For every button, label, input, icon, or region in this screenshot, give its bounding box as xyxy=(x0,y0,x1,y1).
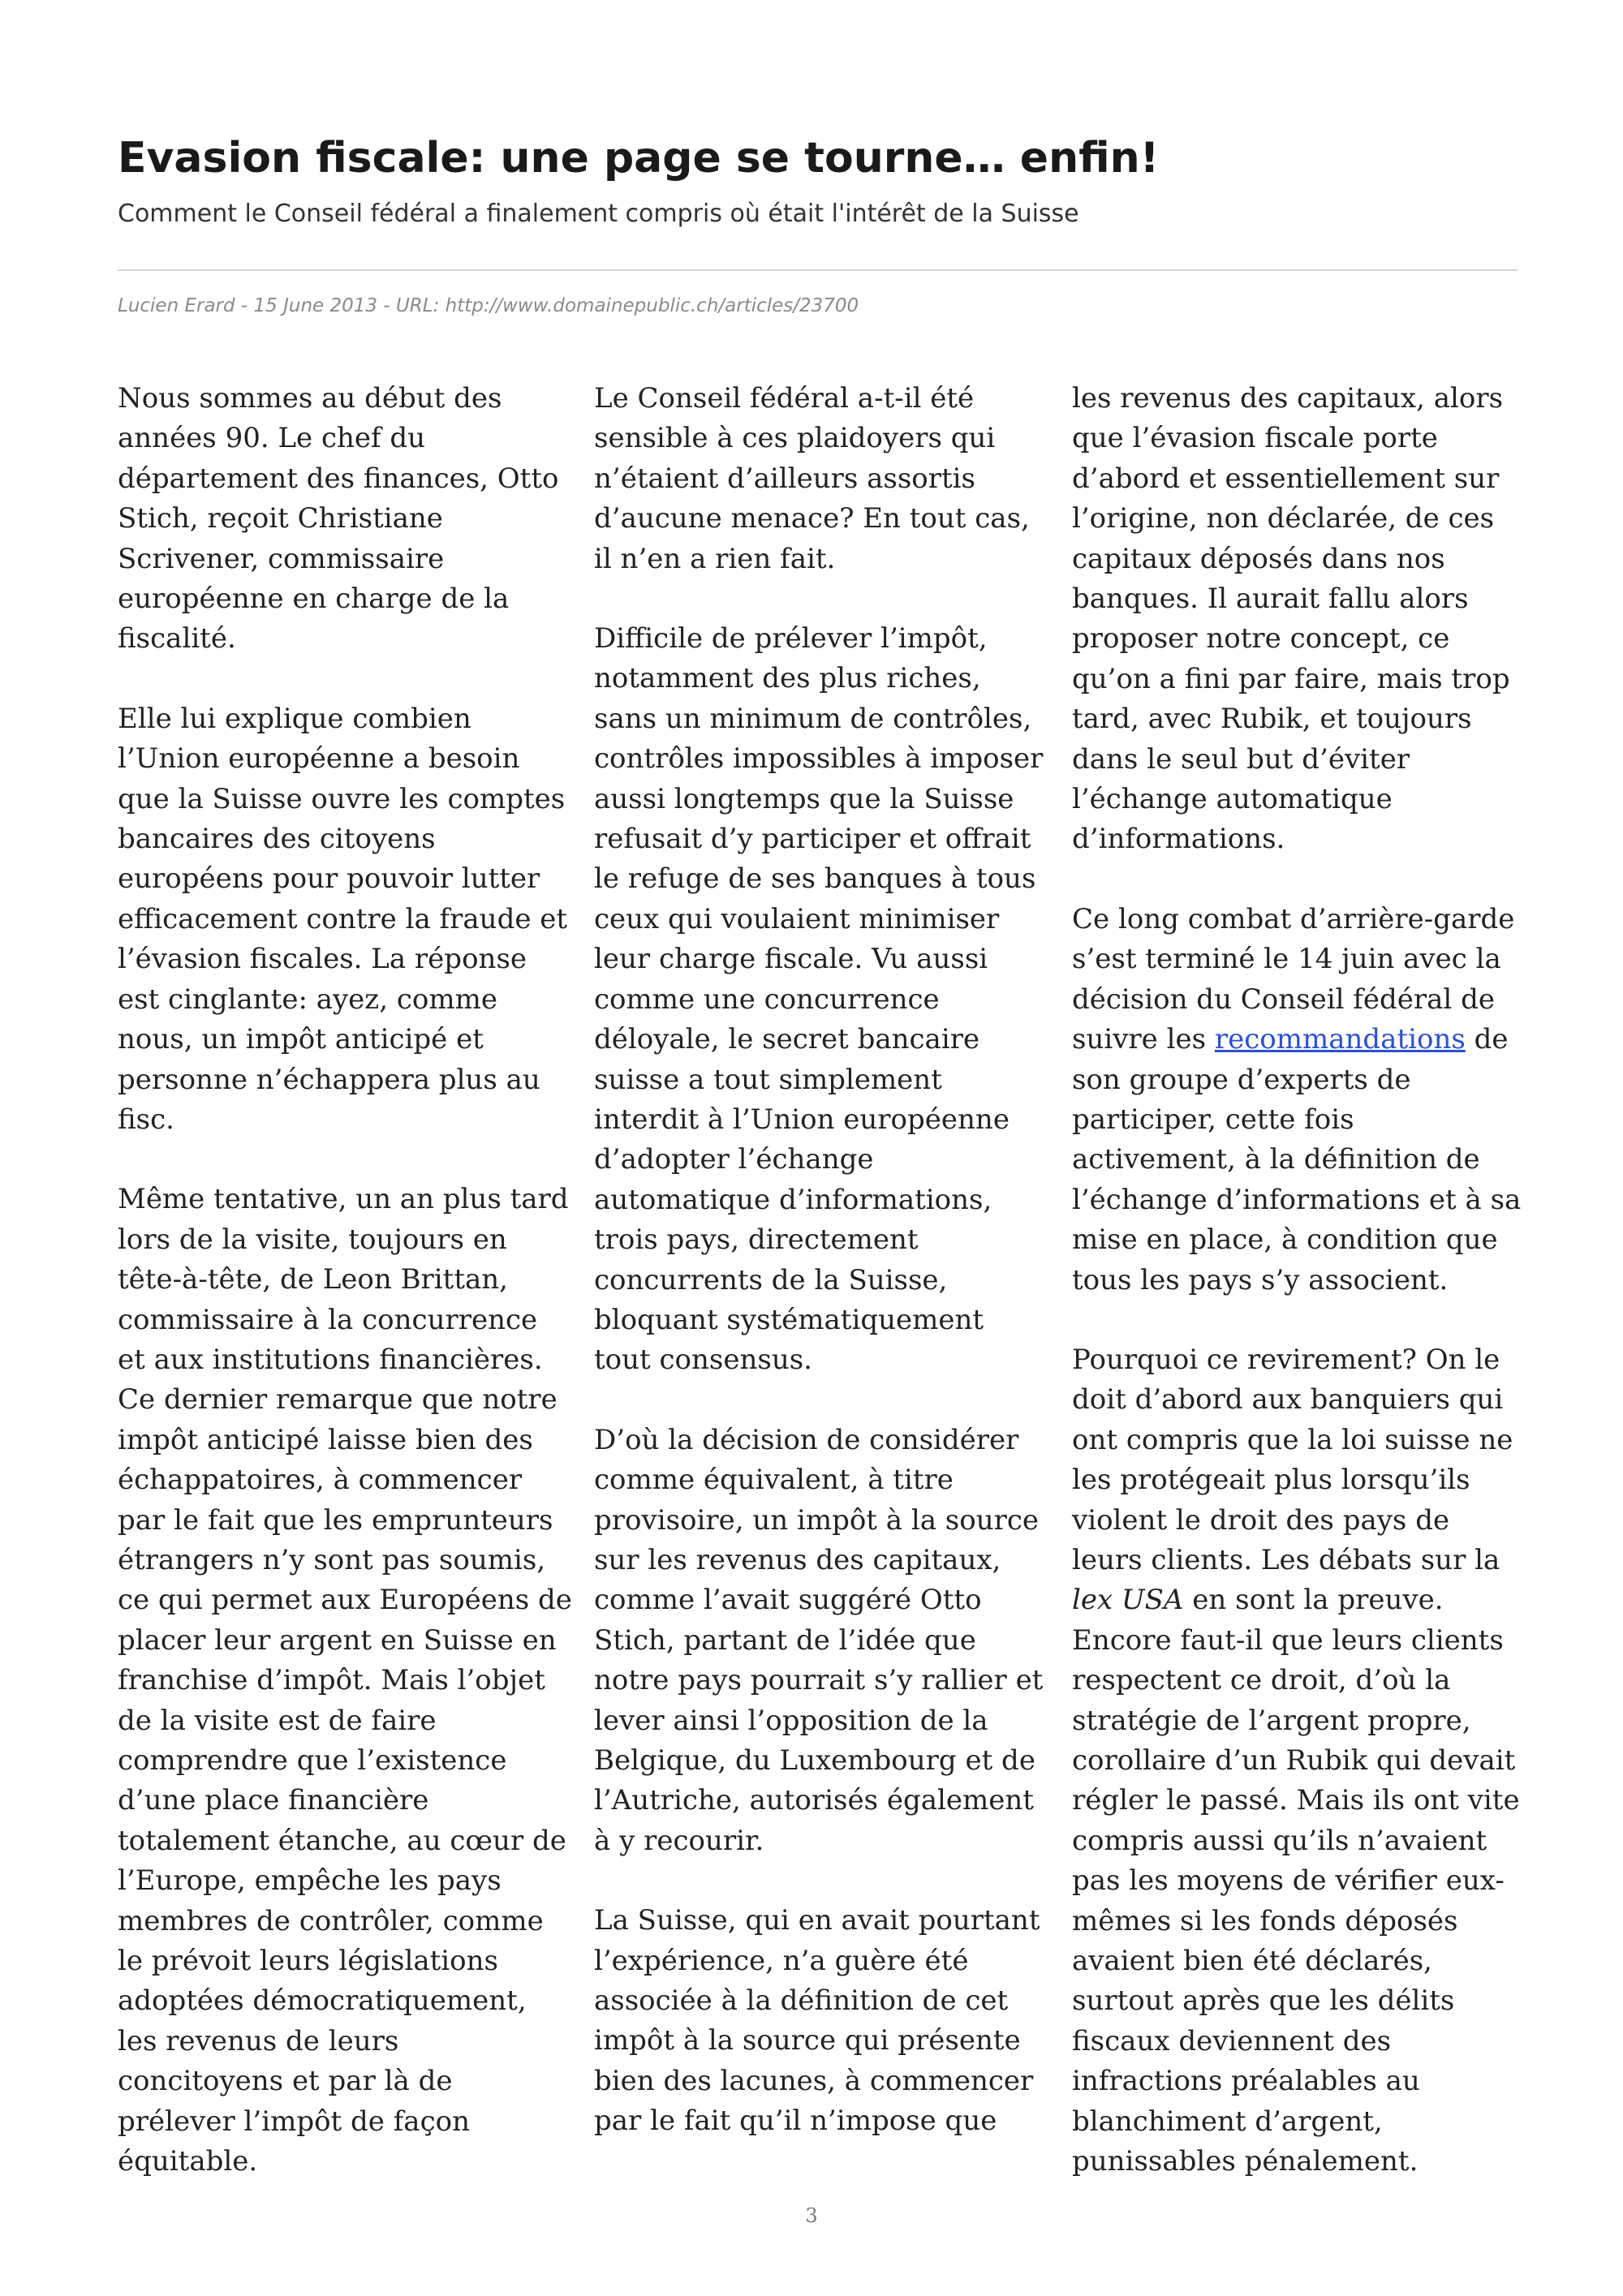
header-divider xyxy=(118,269,1518,271)
recommandations-link[interactable]: recommandations xyxy=(1214,1023,1466,1056)
paragraph: Nous sommes au début des années 90. Le chef du département des finances, Otto Stich, reçoit Christiane Scrivener, commissaire européenne en charge de la fiscalité. xyxy=(118,382,559,656)
paragraph: les revenus des capitaux, alors que l’évasion fiscale porte d’abord et essentiellement sur l’origine, non déclarée, de ces capitaux déposés dans nos banques. Il aurait fallu alors proposer notre concept, ce qu’on a fini par faire, mais trop tard, avec Rubik, et toujours dans le seul but d’éviter l’échange automatique d’informations. xyxy=(1072,382,1510,856)
article-byline: Lucien Erard - 15 June 2013 - URL: http://www.domainepublic.ch/articles/23700 xyxy=(118,295,859,316)
paragraph: La Suisse, qui en avait pourtant l’expérience, n’a guère été associée à la définition de cet impôt à la source qui présente bien des lacunes, à commencer par le fait qu’il n’impose que xyxy=(594,1904,1040,2138)
article-subtitle: Comment le Conseil fédéral a finalement compris où était l'intérêt de la Suisse xyxy=(118,200,1079,228)
text-column-2 xyxy=(594,379,1048,2182)
text-column-3 xyxy=(1072,379,1526,2221)
text-column-1 xyxy=(118,379,572,2221)
emphasis-lex-usa: lex USA xyxy=(1072,1584,1184,1617)
paragraph-text: Pourquoi ce revirement? On le doit d’abord aux banquiers qui ont compris que la loi suisse ne les protégeait plus lorsqu’ils violent le droit des pays de leurs clients. Les débats sur la xyxy=(1072,1343,1513,1576)
paragraph: Même tentative, un an plus tard lors de la visite, toujours en tête-à-tête, de Leon Brittan, commissaire à la concurrence et aux institutions financières. Ce dernier remarque que notre impôt anticipé laisse bien des échappatoires, à commencer par le fait que les emprunteurs étrangers n’y sont pas soumis, ce qui permet aux Européens de placer leur argent en Suisse en franchise d’impôt. Mais l’objet de la visite est de faire comprendre que l’existence d’une place financière totalement étanche, au cœur de l’Europe, empêche les pays membres de contrôler, comme le prévoit leurs législations adoptées démocratiquement, les revenus de leurs concitoyens et par là de prélever l’impôt de façon équitable. xyxy=(118,1183,572,2178)
paragraph: Elle lui explique combien l’Union européenne a besoin que la Suisse ouvre les comptes bancaires des citoyens européens pour pouvoir lutter efficacement contre la fraude et l’évasion fiscales. La réponse est cinglante: ayez, comme nous, un impôt anticipé et personne n’échappera plus au fisc. xyxy=(118,702,568,1136)
paragraph xyxy=(1072,900,1526,1301)
paragraph: Le Conseil fédéral a-t-il été sensible à ces plaidoyers qui n’étaient d’ailleurs assortis d’aucune menace? En tout cas, il n’en a rien fait. xyxy=(594,382,1030,575)
article-title: Evasion fiscale: une page se tourne… enfin! xyxy=(118,134,1160,183)
paragraph: Difficile de prélever l’impôt, notamment des plus riches, sans un minimum de contrôles, contrôles impossibles à imposer aussi longtemps que la Suisse refusait d’y participer et offrait le refuge de ses banques à tous ceux qui voulaient minimiser leur charge fiscale. Vu aussi comme une concurrence déloyale, le secret bancaire suisse a tout simplement interdit à l’Union européenne d’adopter l’échange automatique d’informations, trois pays, directement concurrents de la Suisse, bloquant systématiquement tout consensus. xyxy=(594,622,1044,1377)
page-number: 3 xyxy=(805,2204,818,2227)
paragraph-text: en sont la preuve. Encore faut-il que leurs clients respectent ce droit, d’où la stratégie de l’argent propre, corollaire d’un Rubik qui devait régler le passé. Mais ils ont vite compris aussi qu’ils n’avaient pas les moyens de vérifier eux-mêmes si les fonds déposés avaient bien été déclarés, surtout après que les délits fiscaux deviennent des infractions préalables au blanchiment d’argent, punissables pénalement. xyxy=(1072,1584,1520,2178)
paragraph-text: Ce long combat d’arrière-garde s’est terminé le 14 juin avec la décision du Conseil fédéral de suivre les xyxy=(1072,902,1515,1056)
paragraph-text: de son groupe d’experts de participer, cette fois activement, à la définition de l’échange d’informations et à sa mise en place, à condition que tous les pays s’y associent. xyxy=(1072,1023,1522,1296)
paragraph xyxy=(1072,1340,1526,2182)
paragraph: D’où la décision de considérer comme équivalent, à titre provisoire, un impôt à la source sur les revenus des capitaux, comme l’avait suggéré Otto Stich, partant de l’idée que notre pays pourrait s’y rallier et lever ainsi l’opposition de la Belgique, du Luxembourg et de l’Autriche, autorisés également à y recourir. xyxy=(594,1423,1044,1857)
